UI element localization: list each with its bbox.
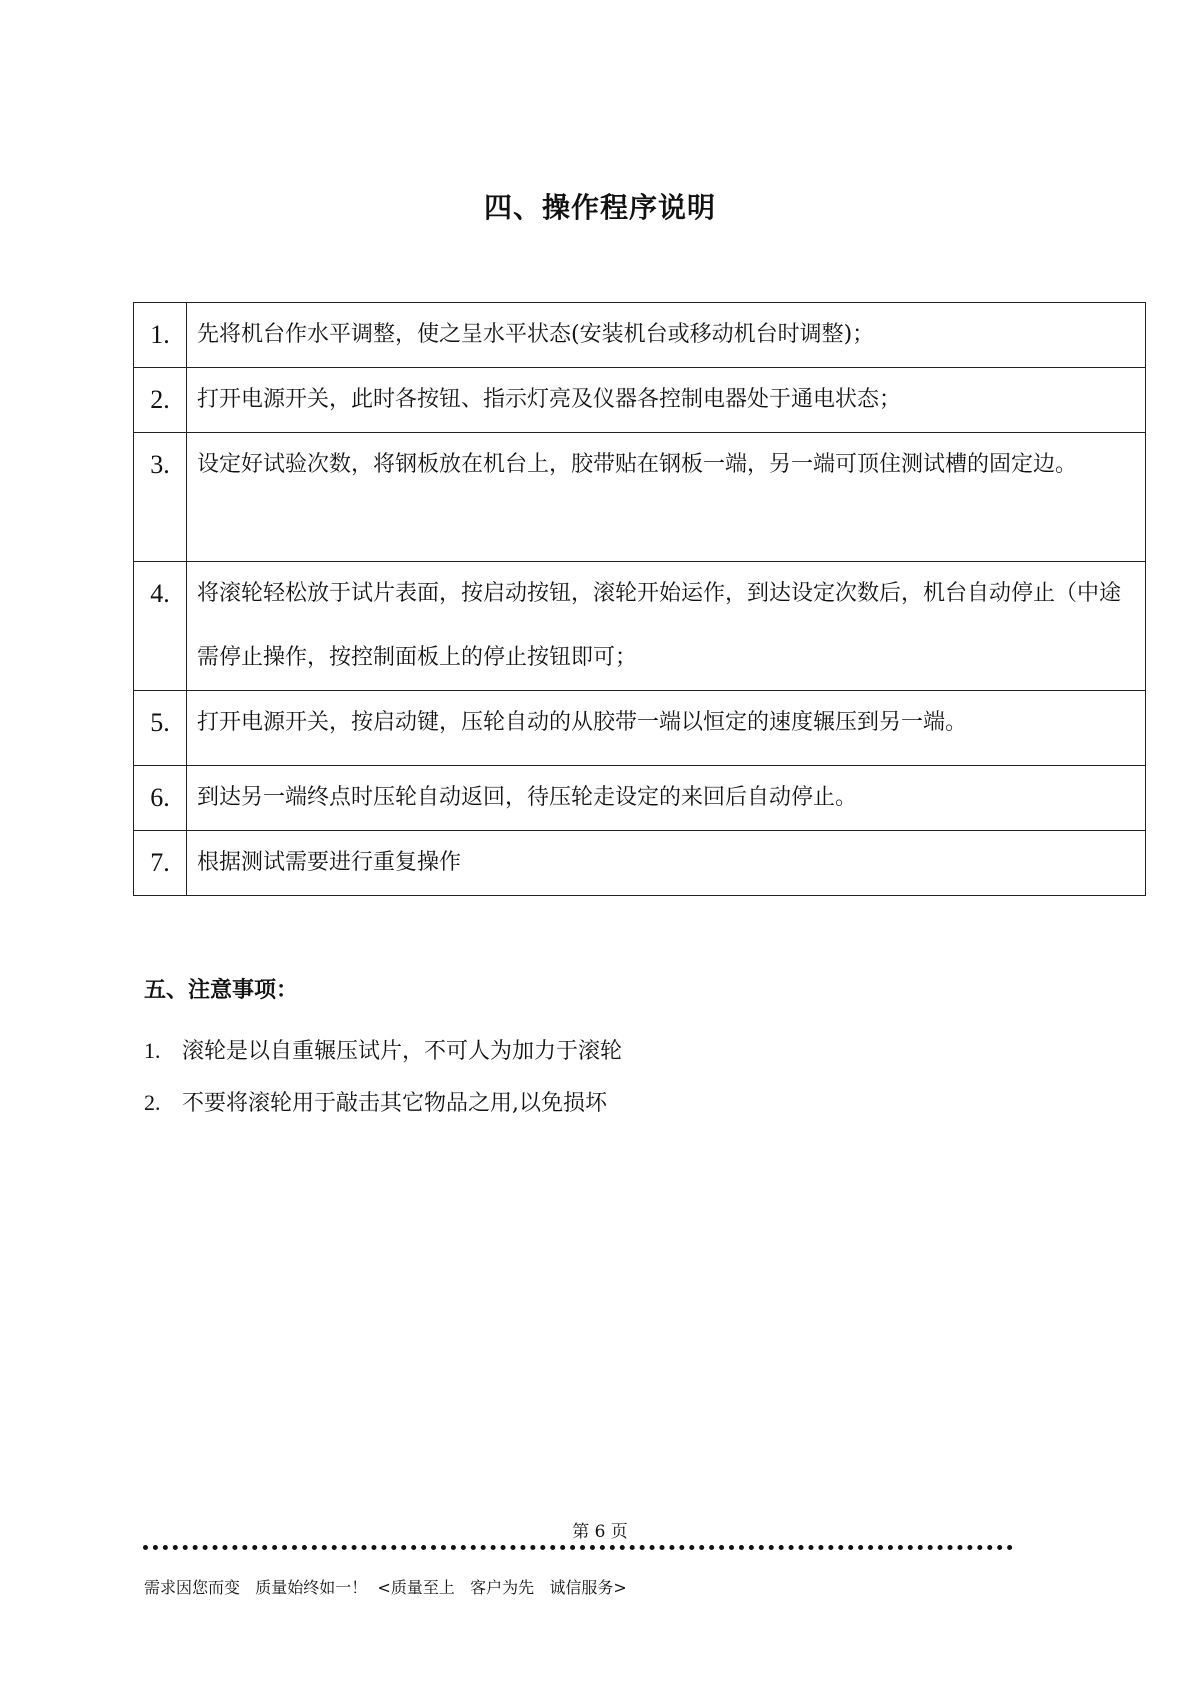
step-number: 4.: [134, 562, 187, 691]
note-text: 滚轮是以自重辗压试片，不可人为加力于滚轮: [182, 1039, 623, 1064]
table-row: [134, 433, 1146, 562]
step-text: 打开电源开关，按启动键，压轮自动的从胶带一端以恒定的速度辗压到另一端。: [187, 691, 1146, 766]
table-row: [134, 303, 1146, 368]
step-text: 设定好试验次数，将钢板放在机台上，胶带贴在钢板一端，另一端可顶住测试槽的固定边。: [187, 433, 1146, 562]
table-row: [134, 562, 1146, 691]
note-number: 1.: [144, 1038, 161, 1063]
footer-divider: [143, 1545, 1013, 1550]
note-text: 不要将滚轮用于敲击其它物品之用,以免损坏: [182, 1091, 607, 1116]
step-text: 先将机台作水平调整，使之呈水平状态(安装机台或移动机台时调整)；: [187, 303, 1146, 368]
step-text: 打开电源开关，此时各按钮、指示灯亮及仪器各控制电器处于通电状态；: [187, 368, 1146, 433]
footer-slogan: 需求因您而变 质量始终如一！ <质量至上 客户为先 诚信服务>: [144, 1578, 627, 1597]
table-row: [134, 691, 1146, 766]
table-row: [134, 368, 1146, 433]
table-row: [134, 831, 1146, 896]
step-number: 6.: [134, 766, 187, 831]
step-number: 5.: [134, 691, 187, 766]
step-number: 7.: [134, 831, 187, 896]
table-row: [134, 766, 1146, 831]
step-number: 1.: [134, 303, 187, 368]
step-text: 根据测试需要进行重复操作: [187, 831, 1146, 896]
step-number: 2.: [134, 368, 187, 433]
step-text: 到达另一端终点时压轮自动返回，待压轮走设定的来回后自动停止。: [187, 766, 1146, 831]
list-item: [144, 1025, 622, 1077]
notes-heading: 五、注意事项：: [144, 977, 299, 1003]
notes-list: [144, 1025, 622, 1129]
step-number: 3.: [134, 433, 187, 562]
page-title: 四、操作程序说明: [483, 191, 716, 224]
list-item: [144, 1077, 622, 1129]
step-text: 将滚轮轻松放于试片表面，按启动按钮，滚轮开始运作，到达设定次数后，机台自动停止（中途需停止操作，按控制面板上的停止按钮即可；: [187, 562, 1146, 691]
note-number: 2.: [144, 1090, 161, 1115]
operation-steps-table: [133, 302, 1146, 896]
page-number: 第 6 页: [572, 1522, 628, 1542]
